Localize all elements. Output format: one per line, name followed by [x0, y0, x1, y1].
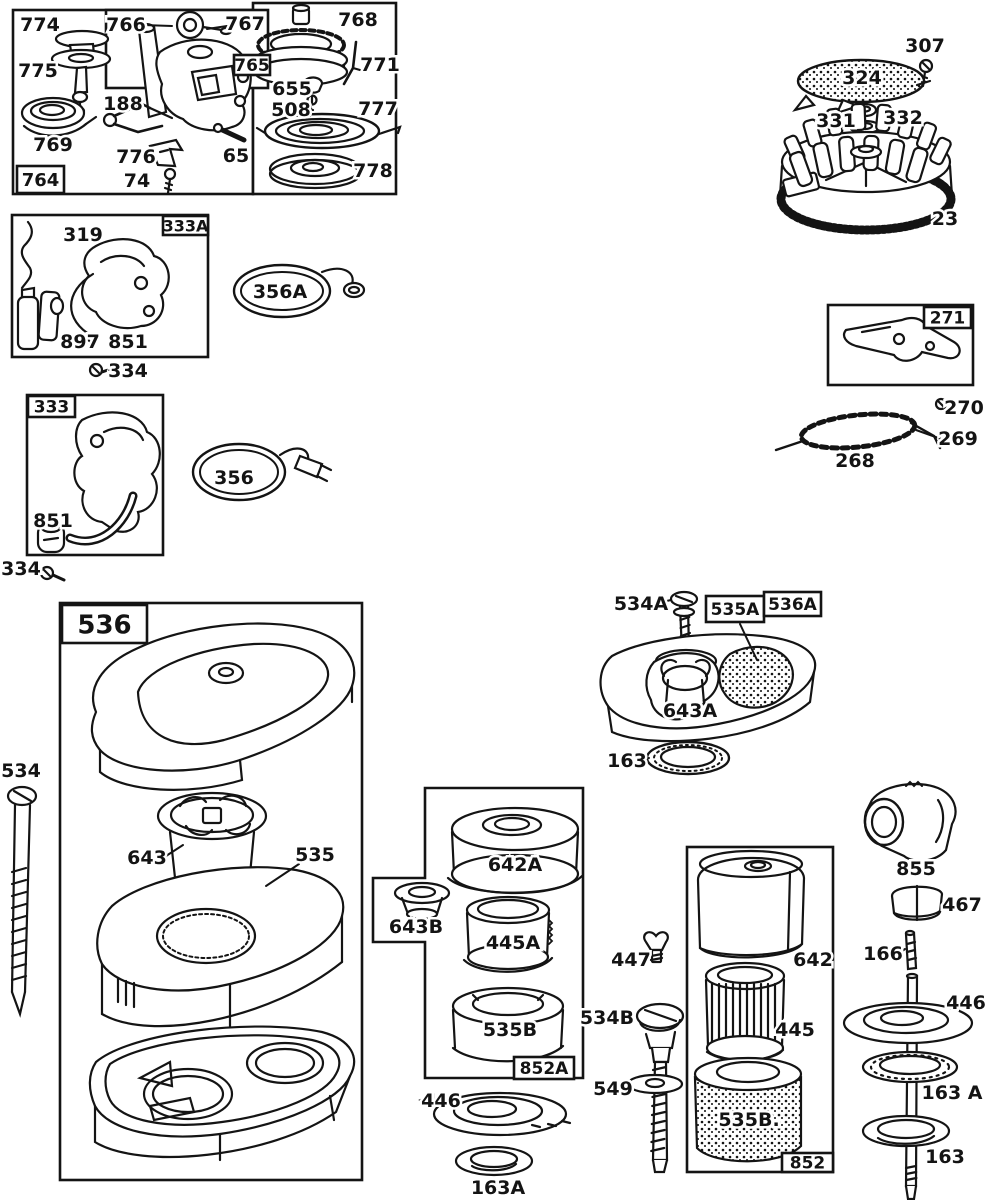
part-label-535: 535	[295, 844, 335, 866]
svg-text:536: 536	[77, 610, 132, 641]
part-label-356: 356	[214, 467, 254, 489]
part-label-23: 23	[931, 208, 959, 230]
part-label-445: 445	[775, 1019, 815, 1041]
part-disc-163-right	[863, 1116, 949, 1146]
part-label-643A: 643A	[662, 700, 718, 722]
svg-text:536A: 536A	[768, 595, 817, 616]
part-label-331: 331	[816, 110, 856, 132]
corner-label-333A	[163, 216, 209, 235]
part-label-269: 269	[938, 428, 978, 450]
part-label-324: 324	[842, 67, 882, 89]
part-label-851: 851	[33, 510, 73, 532]
part-label-769: 769	[33, 134, 73, 156]
part-spring-pulley-778	[270, 154, 360, 188]
part-label-855: 855	[896, 858, 936, 880]
corner-label-535A	[706, 596, 764, 622]
part-label-447: 447	[611, 949, 651, 971]
part-label-163A: 163A	[470, 1177, 526, 1199]
part-label-777: 777	[358, 98, 398, 120]
part-cover-642	[698, 851, 804, 957]
part-label-642A: 642A	[487, 854, 543, 876]
part-cap-467	[892, 886, 942, 920]
part-label-446: 446	[946, 992, 986, 1014]
corner-label-536	[62, 605, 147, 643]
svg-text:535A: 535A	[710, 600, 760, 621]
corner-label-852A	[514, 1057, 574, 1079]
part-label-534A: 534A	[613, 593, 669, 615]
part-label-319: 319	[63, 224, 103, 246]
svg-text:764: 764	[21, 169, 60, 191]
part-label-508: 508	[271, 99, 311, 121]
part-label-334: 334	[108, 360, 148, 382]
part-pin-166	[906, 931, 916, 969]
part-label-65: 65	[222, 145, 250, 167]
part-label-163A: 163 A	[921, 1082, 983, 1104]
part-label-766: 766	[106, 14, 146, 36]
part-label-332: 332	[883, 107, 923, 129]
part-label-163: 163	[607, 750, 647, 772]
part-label-534: 534	[1, 760, 41, 782]
part-label-643B: 643B	[388, 916, 444, 938]
part-label-268: 268	[835, 450, 875, 472]
part-label-775: 775	[18, 60, 58, 82]
leader-line	[143, 25, 172, 26]
corner-label-852	[782, 1153, 833, 1174]
svg-text:333A: 333A	[162, 216, 209, 236]
corner-label-764	[17, 166, 64, 193]
part-label-643: 643	[127, 847, 167, 869]
part-label-446: 446	[421, 1090, 461, 1112]
part-label-767: 767	[225, 13, 265, 35]
part-label-774: 774	[20, 14, 60, 36]
part-gasket-163-tank	[647, 742, 729, 774]
svg-text:271: 271	[929, 308, 966, 329]
part-label-535B: 535B	[482, 1019, 538, 1041]
part-washer-549	[628, 1075, 682, 1093]
part-ring-163A-center	[456, 1147, 532, 1175]
corner-label-765	[234, 55, 270, 76]
corner-label-333	[28, 396, 75, 418]
corner-label-271	[924, 307, 971, 329]
part-label-642: 642	[793, 949, 833, 971]
part-label-655: 655	[272, 78, 312, 100]
part-label-549: 549	[593, 1078, 633, 1100]
part-label-188: 188	[103, 93, 143, 115]
part-label-535B: 535B.	[718, 1109, 780, 1131]
part-label-334: 334	[1, 558, 41, 580]
part-label-163: 163	[925, 1146, 965, 1168]
part-label-356A: 356A	[252, 281, 308, 303]
part-label-776: 776	[116, 146, 156, 168]
svg-text:852A: 852A	[519, 1059, 569, 1080]
part-gasket-163A-right	[863, 1052, 957, 1082]
part-label-445A: 445A	[485, 932, 541, 954]
part-label-897: 897	[60, 331, 100, 353]
part-label-768: 768	[338, 9, 378, 31]
part-label-851: 851	[108, 331, 148, 353]
part-label-270: 270	[944, 397, 984, 419]
svg-text:852: 852	[789, 1153, 826, 1174]
part-label-307: 307	[905, 35, 945, 57]
svg-text:333: 333	[33, 397, 70, 418]
part-label-166: 166	[863, 943, 903, 965]
part-label-771: 771	[360, 54, 400, 76]
svg-text:765: 765	[234, 56, 270, 77]
part-label-778: 778	[353, 160, 393, 182]
corner-label-536A	[764, 592, 821, 616]
part-label-467: 467	[942, 894, 982, 916]
part-label-74: 74	[123, 170, 151, 192]
part-label-534B: 534B	[579, 1007, 635, 1029]
